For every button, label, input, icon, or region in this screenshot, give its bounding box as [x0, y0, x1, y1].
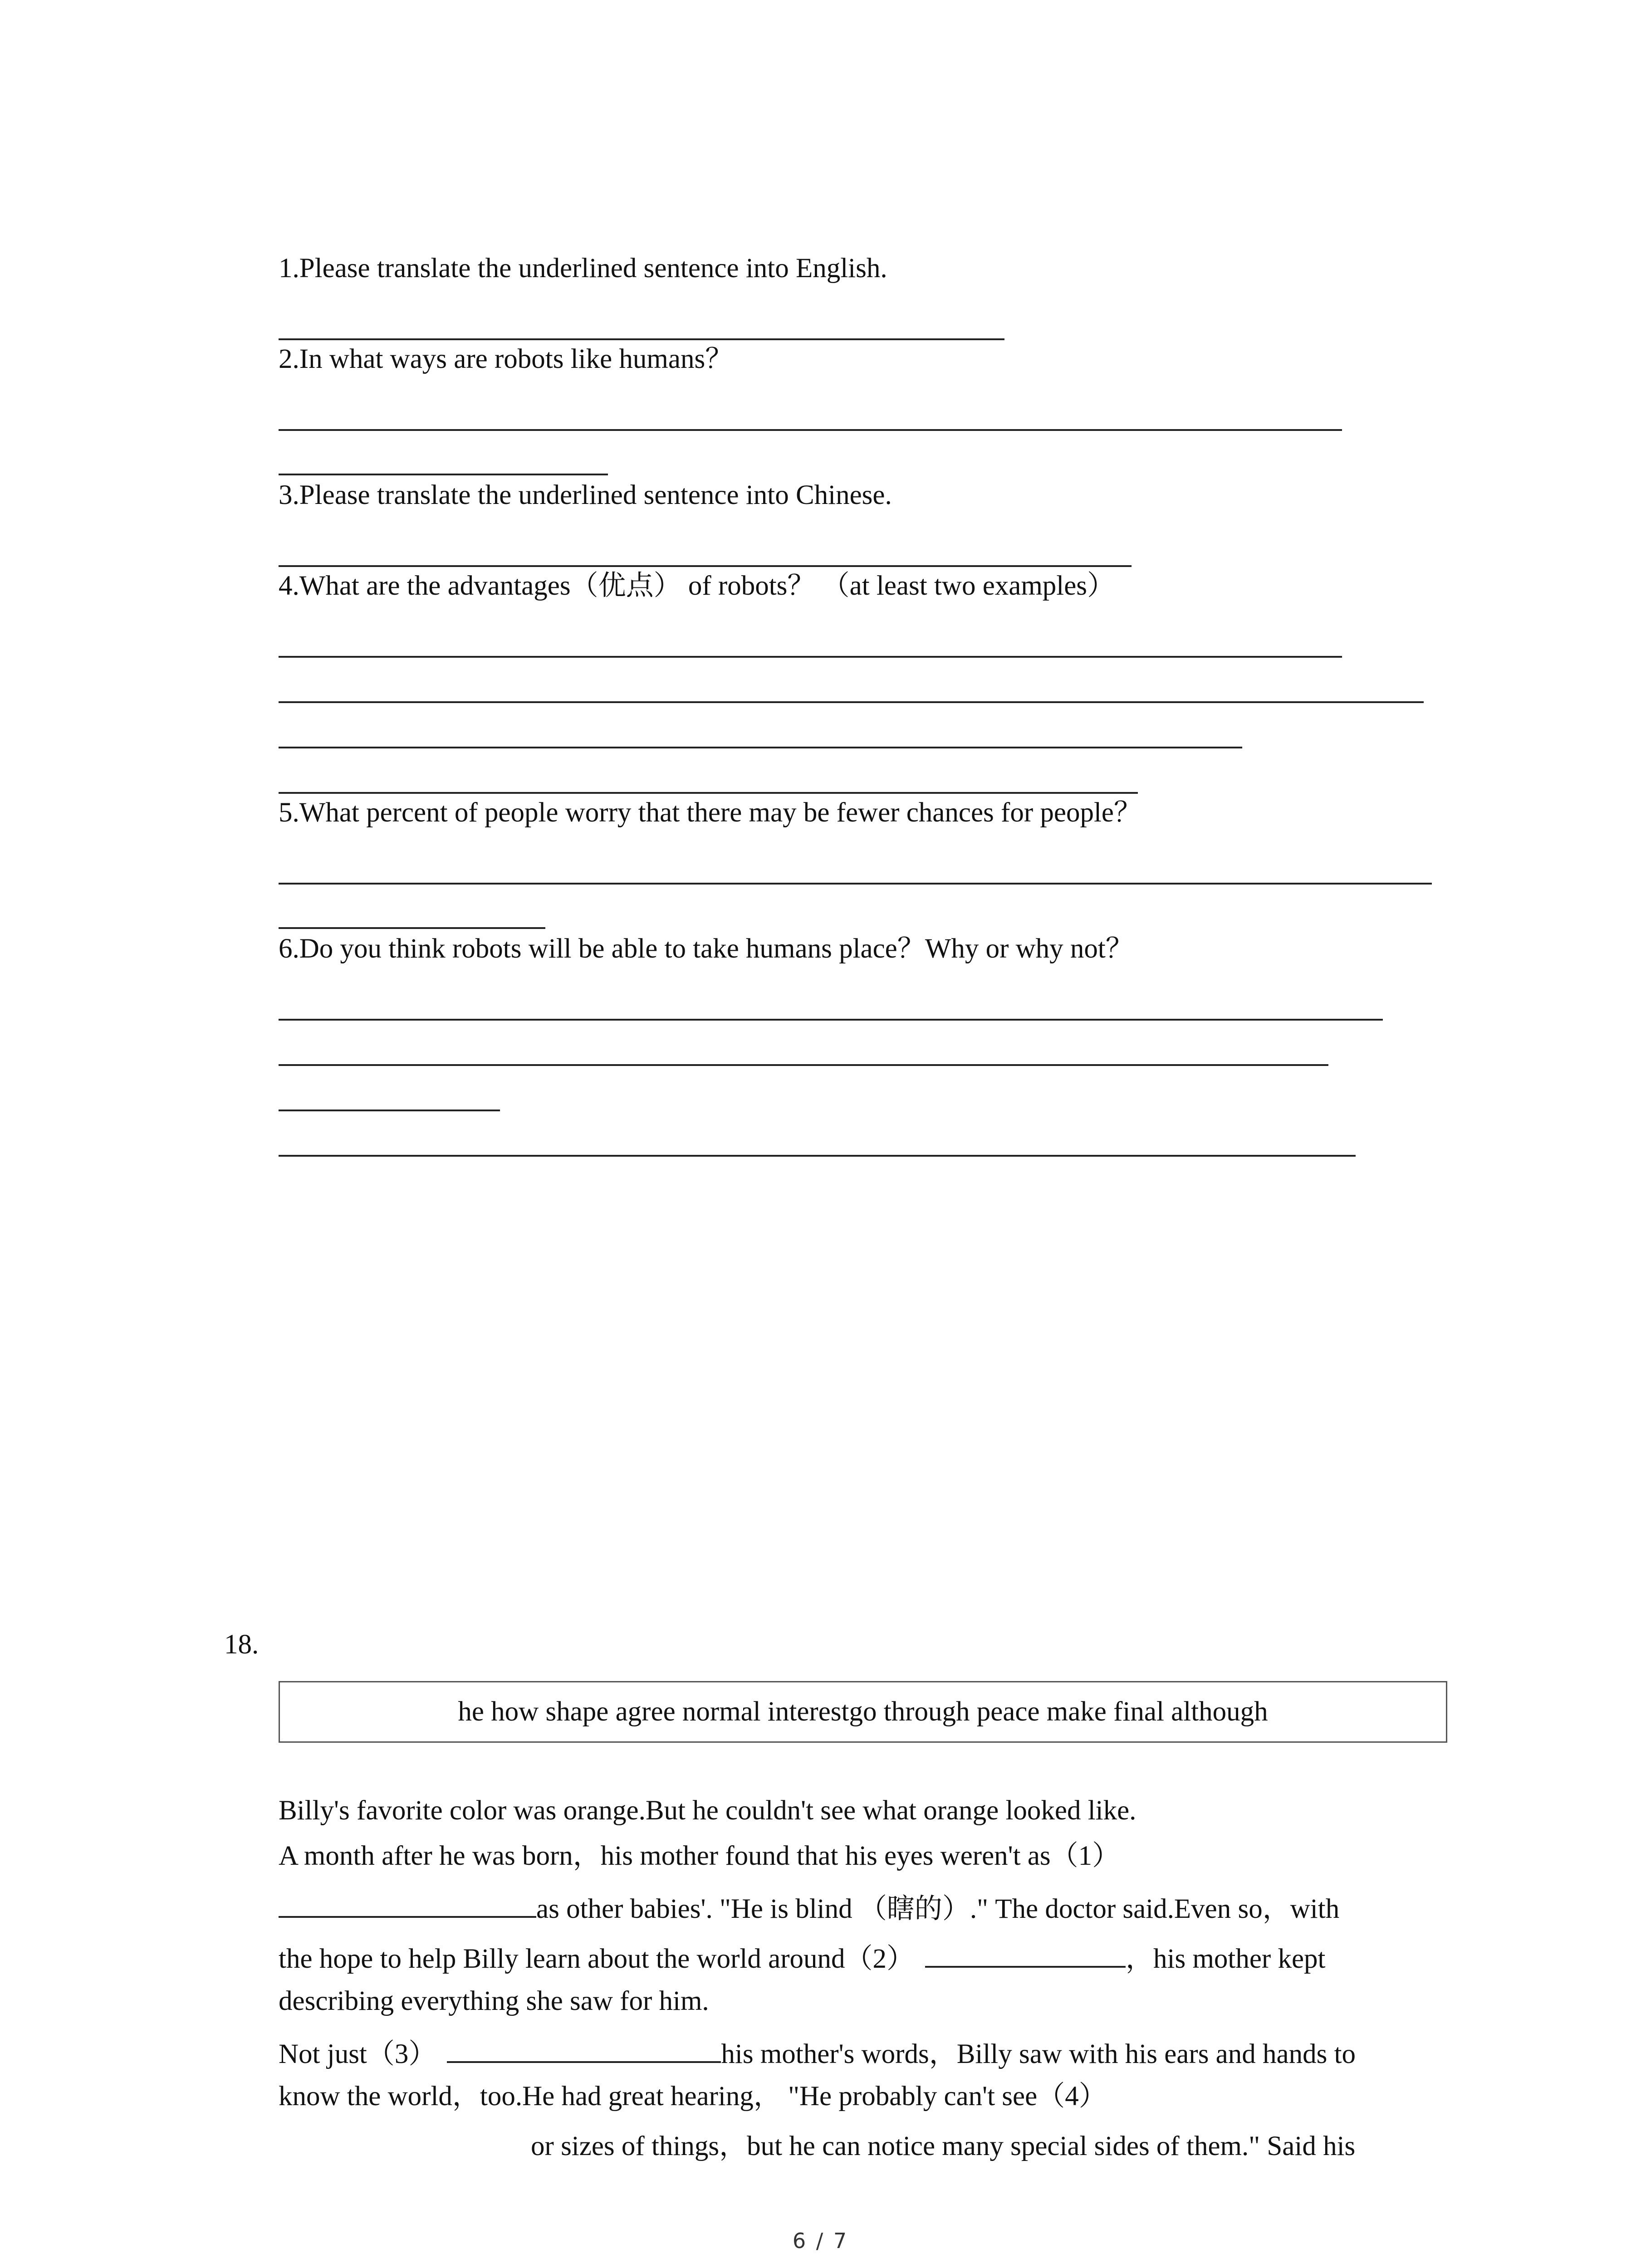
answer-line[interactable] [279, 1064, 1328, 1066]
question-2: 2.In what ways are robots like humans？ [279, 344, 733, 374]
blank-1[interactable] [279, 1888, 536, 1918]
question-4: 4.What are the advantages（优点） of robots？ （at least two examples） [279, 571, 1115, 601]
passage-line-6 [279, 2033, 1356, 2072]
page-number: 6 / 7 [792, 2229, 849, 2253]
passage-line-2: A month after he was born，his mother found that his eyes weren't as（1） [279, 1841, 1120, 1871]
answer-line[interactable] [279, 1155, 1356, 1157]
answer-line[interactable] [279, 474, 608, 475]
question-number: 18. [224, 1629, 259, 1660]
answer-line[interactable] [279, 883, 1432, 885]
passage-text: Not just（3） [279, 2039, 436, 2069]
passage-text: the hope to help Billy learn about the world around（2） [279, 1944, 915, 1974]
question-6: 6.Do you think robots will be able to take humans place？Why or why not？ [279, 934, 1133, 964]
passage-line-1: Billy's favorite color was orange.But he couldn't see what orange looked like. [279, 1795, 1136, 1826]
answer-line[interactable] [279, 338, 1004, 340]
passage-line-7: know the world，too.He had great hearing， "He probably can't see（4） [279, 2081, 1107, 2112]
answer-line[interactable] [279, 1019, 1383, 1021]
passage-line-5: describing everything she saw for him. [279, 1986, 709, 2016]
passage-text: ，his mother kept [1126, 1944, 1326, 1974]
passage-line-3 [279, 1888, 1339, 1927]
blank-2[interactable] [925, 1938, 1126, 1968]
answer-line[interactable] [279, 747, 1242, 748]
answer-line[interactable] [279, 1110, 500, 1111]
question-1: 1.Please translate the underlined sentence into English. [279, 253, 887, 284]
passage-line-4 [279, 1938, 1326, 1977]
blank-3[interactable] [447, 2033, 721, 2063]
passage-text: his mother's words，Billy saw with his ears and hands to [721, 2039, 1356, 2069]
answer-line[interactable] [279, 701, 1424, 703]
question-3: 3.Please translate the underlined sentence into Chinese. [279, 480, 892, 510]
answer-line[interactable] [279, 429, 1342, 431]
question-5: 5.What percent of people worry that there may be fewer chances for people？ [279, 797, 1141, 828]
passage-text: as other babies'. "He is blind （瞎的）." The doctor said.Even so，with [536, 1894, 1340, 1924]
answer-line[interactable] [279, 565, 1132, 567]
answer-line[interactable] [279, 927, 545, 929]
answer-line[interactable] [279, 792, 1138, 794]
word-box: he how shape agree normal interestgo through peace make final although [279, 1681, 1447, 1743]
answer-line[interactable] [279, 656, 1342, 658]
passage-line-8: or sizes of things，but he can notice many special sides of them." Said his [531, 2131, 1356, 2161]
